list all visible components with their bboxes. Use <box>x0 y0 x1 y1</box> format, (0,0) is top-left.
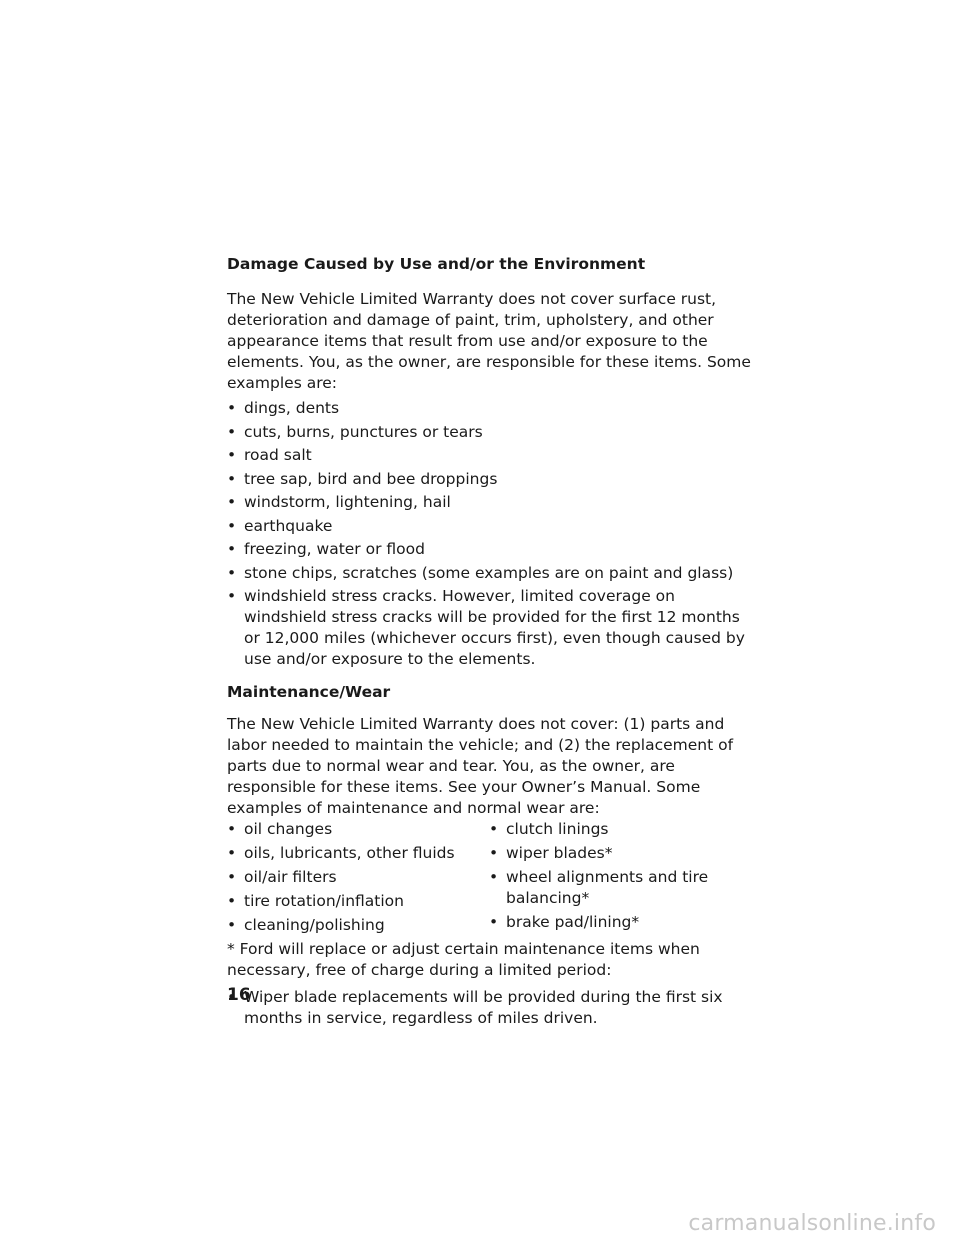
document-page <box>227 254 752 1031</box>
section-intro-maintenance: The New Vehicle Limited Warranty does not cover: (1) parts and labor needed to maintain the vehicle; and (2) the replacement of parts due to normal wear and tear. You, as the owner, are responsible for these items. See your Owner’s Manual. Some examples of maintenance and normal wear are: <box>227 715 734 817</box>
maintenance-examples-columns <box>227 819 752 939</box>
list-item: • oil/air filters <box>227 867 489 888</box>
page-number: 16 <box>227 985 251 1005</box>
list-item: • tire rotation/inflation <box>227 891 489 912</box>
list-item: • windstorm, lightening, hail <box>227 492 752 513</box>
footnote: * Ford will replace or adjust certain maintenance items when necessary, free of charge during a limited period: <box>227 940 700 979</box>
list-item: • freezing, water or flood <box>227 539 752 560</box>
watermark: carmanualsonline.info <box>688 1211 936 1236</box>
list-item: • oil changes <box>227 819 489 840</box>
list-item: • wheel alignments and tire balancing* <box>489 867 752 909</box>
section-heading-maintenance: Maintenance/Wear <box>227 683 391 701</box>
list-item: • brake pad/lining* <box>489 912 752 933</box>
list-item: • earthquake <box>227 516 752 537</box>
maintenance-left-column <box>227 819 489 939</box>
section-intro-damage: The New Vehicle Limited Warranty does not cover surface rust, deterioration and damage of paint, trim, upholstery, and other appearance items that result from use and/or exposure to the elements. You, as the owner, are responsible for these items. Some examples are: <box>227 290 751 392</box>
list-item: • oils, lubricants, other fluids <box>227 843 489 864</box>
list-item: • clutch linings <box>489 819 752 840</box>
list-item: • wiper blades* <box>489 843 752 864</box>
maintenance-right-list <box>489 819 752 933</box>
maintenance-left-list <box>227 819 489 936</box>
list-item: • tree sap, bird and bee droppings <box>227 469 752 490</box>
section-heading-damage: Damage Caused by Use and/or the Environment <box>227 255 646 273</box>
list-item: • cuts, burns, punctures or tears <box>227 422 752 443</box>
maintenance-right-column <box>489 819 752 939</box>
list-item: • dings, dents <box>227 398 752 419</box>
list-item: • Wiper blade replacements will be provided during the first six months in service, regardless of miles driven. <box>227 987 752 1029</box>
list-item: • road salt <box>227 445 752 466</box>
list-item: • stone chips, scratches (some examples are on paint and glass) <box>227 563 752 584</box>
list-item: • cleaning/polishing <box>227 915 489 936</box>
footnote-list <box>227 987 752 1029</box>
damage-examples-list <box>227 398 752 670</box>
list-item: • windshield stress cracks. However, limited coverage on windshield stress cracks will be provided for the first 12 months or 12,000 miles (whichever occurs first), even though caused by use and/or exposure to the elements. <box>227 586 752 670</box>
